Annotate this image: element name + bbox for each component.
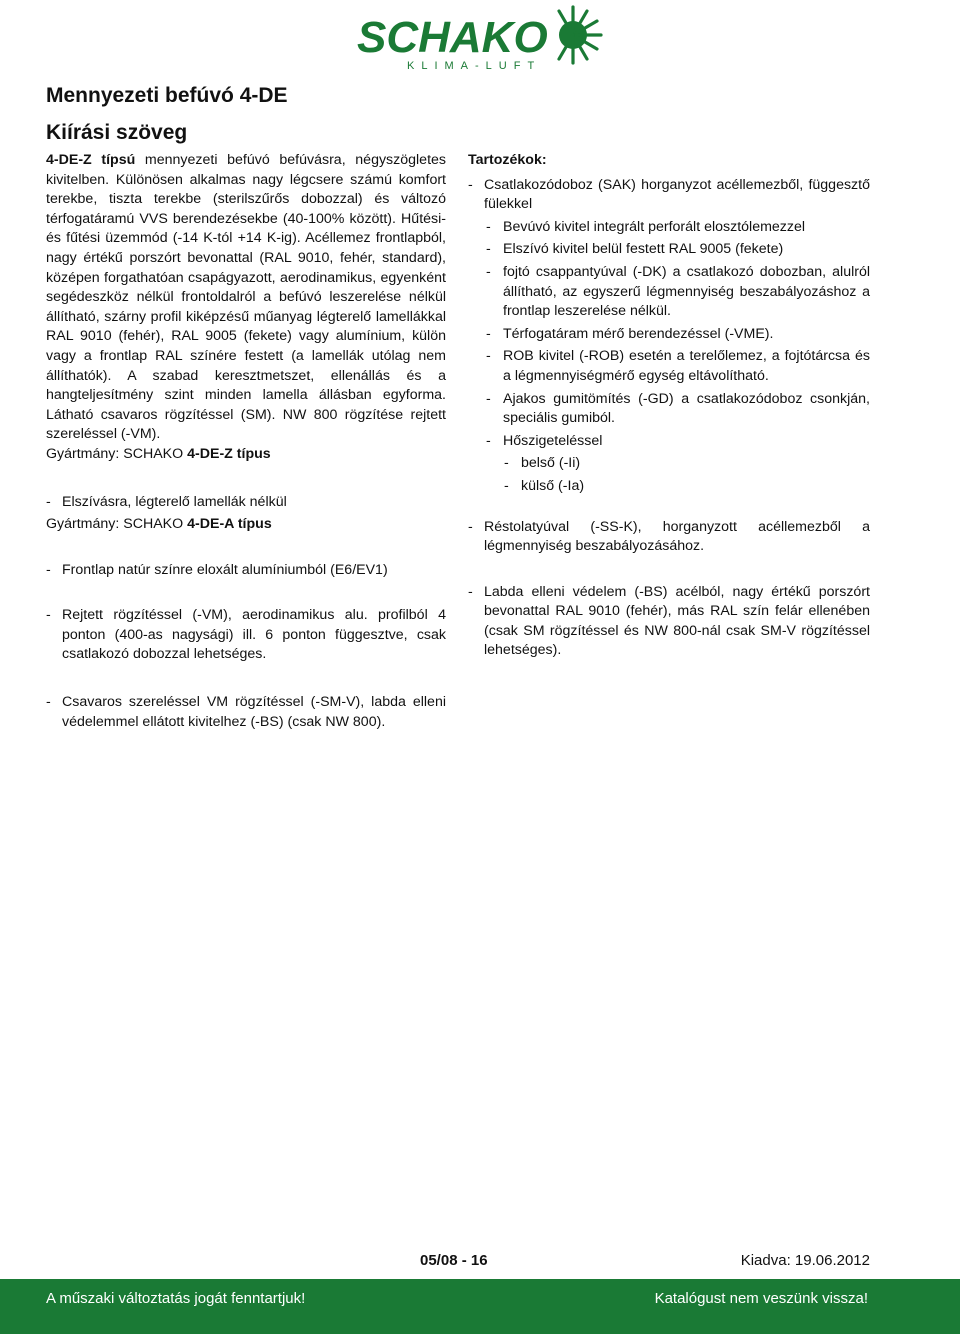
logo-wordmark: SCHAKO	[357, 13, 548, 62]
footer-note-right: Katalógust nem veszünk vissza!	[654, 1290, 868, 1307]
footer-note-left: A műszaki változtatás jogát fenntartjuk!	[46, 1290, 306, 1307]
sub-item-gd: - Ajakos gumitömítés (-GD) a csatlakozódoboz csonkján, speciális gumiból.	[468, 390, 870, 429]
accessories-heading: Tartozékok:	[468, 152, 547, 168]
list-item-frontlap: - Frontlap natúr színre eloxált alumíniumból (E6/EV1)	[46, 561, 446, 581]
gyartmany-z: Gyártmány: SCHAKO 4-DE-Z típus	[46, 445, 271, 462]
logo-tagline: KLIMA-LUFT	[407, 60, 542, 72]
schako-logo-graphic	[355, 2, 605, 72]
page-title: Mennyezeti befúvó 4-DE	[46, 84, 288, 107]
page-number: 05/08 - 16	[420, 1252, 488, 1269]
list-item-labda: - Labda elleni védelem (-BS) acélból, nagy értékű porszórt bevonattal RAL 9010 (fehér), más RAL szín felár ellenében (csak SM rögzítéssel és NW 800-nál csak SM-V rögzítéssel lehetséges).	[468, 583, 870, 661]
intro-text: mennyezeti befúvó befúvásra, négyszögletes kivitelben. Különösen alkalmas nagy légcsere számú komfort terekbe, tiszta terekbe (sterilszűrős dobozzal) és változó térfogatáramú VVS berendezésekbe (40-100% között). Hűtési- és fűtési üzemmód (-14 K-tól +14 K-ig). Acéllemez frontlapból, nagy értékű porszórt bevonattal (RAL 9010, fehér, standard), középen forgathatóan csapágyazott, aerodinamikus, egyenként segédeszköz nélkül frontoldalról a befúvó leszerelése nélkül állítható, szárny profil kiképzésű műanyag légterelő lamellákkal RAL 9010 (fehér), RAL 9005 (fekete) vagy alumínium, külön vagy a frontlap RAL színére festett (a lamellák utólag nem állíthatók). A szabad keresztmetszet, ellenállás és a hangteljesítmény szint minden lamella állásban egyforma. Látható csavaros rögzítéssel (SM). NW 800 rögzítése rejtett szereléssel (-VM).	[46, 152, 446, 443]
sub-item-fojto: - fojtó csappantyúval (-DK) a csatlakozó dobozban, alulról állítható, az egyszerű légmennyiség beszabályozáshoz a frontlap leszerelése nélkül.	[468, 263, 870, 322]
list-item-sak: - Csatlakozódoboz (SAK) horganyzot acéllemezből, függesztő fülekkel	[468, 176, 870, 215]
intro-paragraph	[46, 151, 446, 445]
sub-item-rob: - ROB kivitel (-ROB) esetén a terelőlemez, a fojtótárcsa és a légmennyiségmérő egység eltávolítható.	[468, 347, 870, 386]
sub-item-befuvo: - Bevúvó kivitel integrált perforált elosztólemezzel	[468, 218, 870, 238]
gyartmany-a: Gyártmány: SCHAKO 4-DE-A típus	[46, 516, 272, 533]
sub-item-hoszigeteles: - Hőszigeteléssel	[468, 432, 870, 452]
list-item-csavaros: - Csavaros szereléssel VM rögzítéssel (-SM-V), labda elleni védelemmel ellátott kivitelhez (-BS) (csak NW 800).	[46, 693, 446, 732]
right-column	[468, 151, 870, 661]
sub-item-vme: - Térfogatáram mérő berendezéssel (-VME).	[468, 325, 870, 345]
sub-item-elszivo: - Elszívó kivitel belül festett RAL 9005 (fekete)	[468, 240, 870, 260]
issue-date: Kiadva: 19.06.2012	[740, 1252, 870, 1269]
intro-type: 4-DE-Z típsú	[46, 152, 136, 168]
section-title: Kiírási szöveg	[46, 121, 188, 144]
list-item-restolatyu: - Réstolatyúval (-SS-K), horganyzott acéllemezből a légmennyiség beszabályozásához.	[468, 518, 870, 557]
insulation-outer: - külső (-Ia)	[468, 477, 870, 497]
sunburst-icon	[559, 7, 601, 63]
list-item-elszivasra: - Elszívásra, légterelő lamellák nélkül	[46, 493, 446, 513]
insulation-inner: - belső (-Ii)	[468, 454, 870, 474]
list-item-rejtett: - Rejtett rögzítéssel (-VM), aerodinamikus alu. profilból 4 ponton (400-as nagysági) ill. 6 ponton függesztve, csak csatlakozó dobozzal lehetséges.	[46, 606, 446, 665]
left-column	[46, 151, 446, 732]
schako-logo	[355, 2, 605, 72]
